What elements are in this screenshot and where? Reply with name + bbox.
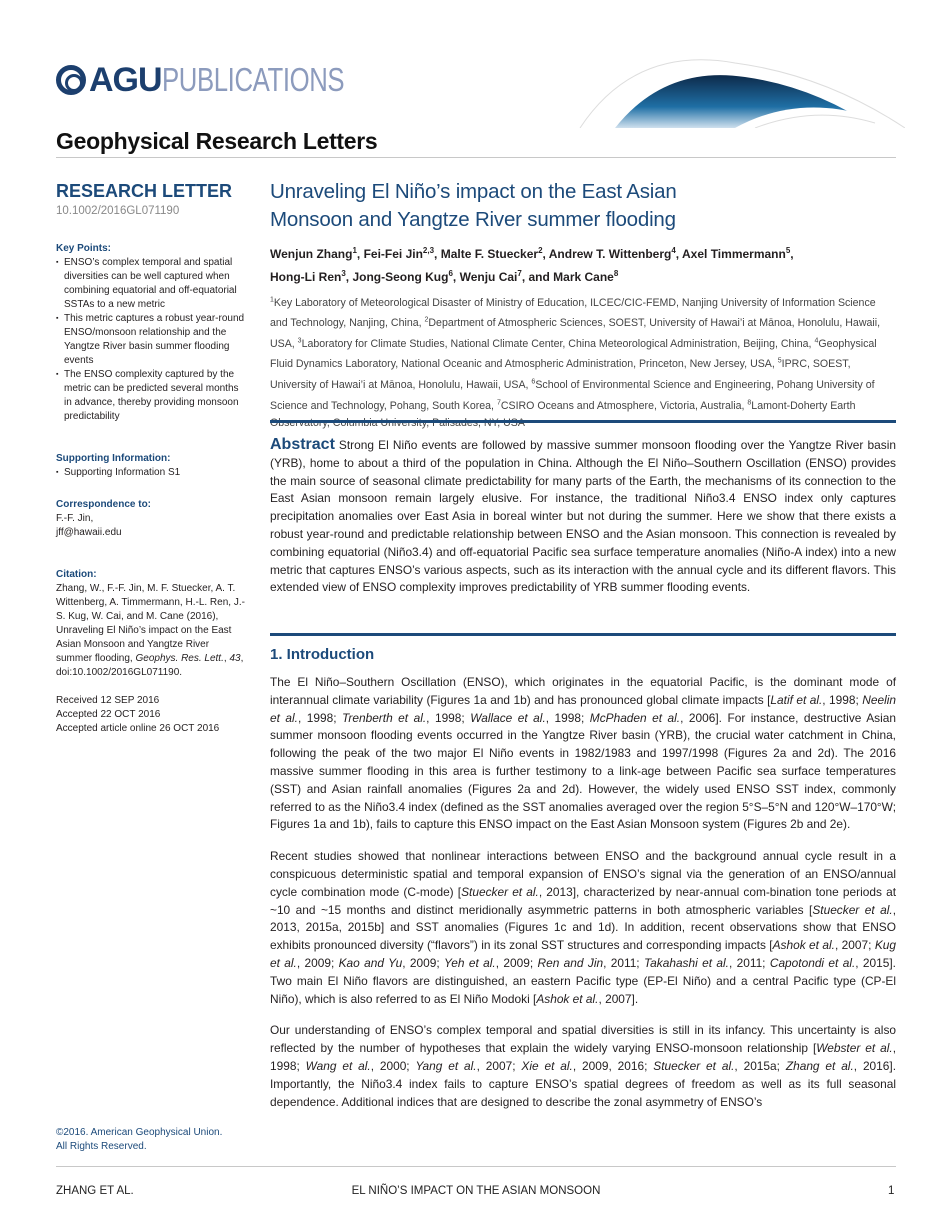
correspondence-name: F.-F. Jin, [56, 513, 94, 524]
article-type: RESEARCH LETTER [56, 181, 233, 201]
citation-ref: Wang et al. [305, 1058, 371, 1073]
copyright-line: ©2016. American Geophysical Union. [56, 1127, 223, 1138]
affiliation-mark: 6 [531, 378, 536, 386]
text-run: , 2016]. Importantly, the Niño3.4 index fails to capture ENSO’s spatial degrees of freedom as well as its full seasonal dependence. Additional indices that are designed to describe the zonal asymmetry of ENSO’s [270, 1058, 896, 1109]
affiliation-mark: 8 [747, 399, 752, 407]
supporting-info-heading: Supporting Information: [56, 453, 171, 464]
citation-ref: Stuecker et al. [812, 902, 893, 917]
text-run: , 2011; [728, 955, 770, 970]
text-run: Our understanding of ENSO’s complex temporal and spatial diversities is still in its infancy. This uncertainty is also reflected by the number of hypotheses that explain the widely varying ENSO-monsoon relationship [ [270, 1023, 896, 1056]
citation-ref: Capotondi et al. [769, 955, 856, 970]
agu-publications-logo [56, 60, 395, 100]
text-run: , 2013], characterized by near-annual com-bination tone periods at ~10 and ~15 months and distinct meridionally asymmetric patterns in both atmospheric variables [ [270, 884, 896, 917]
author: Axel Timmermann$^5$ [682, 246, 791, 261]
citation-ref: Xie et al. [521, 1058, 573, 1073]
footer-divider [56, 1166, 896, 1167]
citation-ref: Zhang et al. [785, 1058, 854, 1073]
citation-ref: Takahashi et al. [643, 955, 729, 970]
affiliation: $^3$Laboratory for Climate Studies, National Climate Center, China Meteorological Administration, Beijing, China, [297, 337, 815, 350]
text-run: , 2009; [402, 955, 445, 970]
received-date: Received 12 SEP 2016 [56, 695, 160, 706]
author: Malte F. Stuecker$^2$ [440, 246, 543, 261]
introduction-body [270, 674, 896, 1125]
text-run: , 2006]. For instance, destructive Asian summer monsoon flooding events occurred in the Yangtze River basin (YRB), the crucial water catchment in China, following the peak of the two major El Niño events in 1982/1983 and 1997/1998 (Figures 2a and 2d). The 2016 massive summer flooding in this area is further testimony to a link-age between Pacific sea surface temperatures (SST) and Asian rainfall anomalies (Figures 2a and 2d). However, the widely used ENSO SST index, commonly referred to as the Niño3.4 index (defined as the SST anomalies averaged over the region 5°S–5°N and 120°W–170°W; Figures 1a and 1b), fails to capture this ENSO impact on the East Asian Monsoon system (Figures 2b and 2e). [270, 710, 896, 832]
doi[interactable]: 10.1002/2016GL071190 [56, 205, 180, 217]
text-run: , 1998; [297, 710, 343, 725]
sidebar [56, 180, 246, 736]
citation-heading: Citation: [56, 569, 97, 580]
text-run: The El Niño–Southern Oscillation (ENSO), which originates in the equatorial Pacific, is the dominant mode of interannual climate variability (Figures 1a and 1b) and has pronounced global climate impacts [ [270, 675, 896, 707]
author: Fei-Fei Jin$^{2,3}$ [363, 246, 435, 261]
section-heading-introduction: 1. Introduction [270, 646, 375, 663]
title-line: Monsoon and Yangtze River summer flooding [270, 208, 676, 231]
citation-ref: Stuecker et al. [653, 1058, 735, 1073]
citation-ref: Neelin et al. [270, 692, 896, 725]
text-run: , 2009; [495, 955, 538, 970]
citation-ref: Webster et al. [816, 1041, 893, 1056]
affiliation: $^2$Department of Atmospheric Sciences, SOEST, University of Hawai’i at Mānoa, Honolulu, Hawaii, USA, [270, 316, 881, 350]
text-run: , 2007]. [598, 991, 639, 1006]
text-run: , doi:10.1002/2016GL071190. [56, 653, 244, 678]
affiliation-mark: 3 [297, 337, 302, 345]
journal-title: Geophysical Research Letters [56, 128, 378, 154]
citation-ref: Yang et al. [415, 1058, 477, 1073]
citation-ref: Ren and Jin [537, 955, 604, 970]
text-run: , [223, 653, 230, 664]
supporting-info-link[interactable]: ▪ Supporting Information S1 [56, 466, 246, 480]
author: Hong-Li Ren$^3$ [270, 269, 346, 284]
author-affiliation-mark: 4 [671, 246, 676, 255]
text-run: , 1998; [822, 692, 863, 707]
affiliation: $^8$Lamont-Doherty Earth [747, 399, 856, 412]
abstract-heading: Abstract [270, 436, 335, 453]
text-run: , 2015a; [734, 1058, 786, 1073]
correspondence-email[interactable]: jff@hawaii.edu [56, 527, 122, 538]
author: Wenju Cai$^7$ [459, 269, 522, 284]
author-affiliation-mark: 3 [341, 269, 346, 278]
key-points-heading: Key Points: [56, 243, 112, 254]
copyright [56, 1126, 222, 1154]
earth-horizon-graphic [575, 55, 905, 128]
author: Wenjun Zhang$^1$ [270, 246, 357, 261]
citation-ref: Trenberth et al. [342, 710, 427, 725]
abstract-divider-top [270, 420, 896, 423]
citation-ref: Ashok et al. [772, 938, 835, 953]
key-points-list [56, 256, 246, 424]
text-run: , 2013, 2015a, 2015b] and SST anomalies (Figures 1c and 1d). In addition, recent observations show that ENSO exhibits pronounced diversity (“flavors”) in its zonal SST structures and corresponding impacts [ [270, 902, 896, 953]
online-date: Accepted article online 26 OCT 2016 [56, 723, 220, 734]
page-number: 1 [888, 1185, 895, 1197]
affiliation-mark: 5 [777, 357, 782, 365]
affiliation: $^1$Key Laboratory of Meteorological Disaster of Ministry of Education, ILCEC/CIC-FEMD, Nanjing University of Information Science and Technology, Nanjing, China, [270, 296, 876, 330]
footer-running-title: EL NIÑO’S IMPACT ON THE ASIAN MONSOON [351, 1185, 601, 1197]
author-affiliation-mark: 1 [352, 246, 357, 255]
author-list: Wenjun Zhang$^1$, Fei-Fei Jin$^{2,3}$, Malte F. Stuecker$^2$, Andrew T. Wittenberg$^4$, Axel Timmermann$^5$, Hong-Li Ren$^3$, Jong-Seong Kug$^6$, Wenju Cai$^7$, and Mark Cane$^8$ [270, 246, 794, 284]
text-run: , 2009; [296, 955, 339, 970]
text-run: , 2015]. Two main El Niño flavors are distinguished, an eastern Pacific type (EP-El Niño) and a central Pacific type (CP-El Niño), which is also referred to as El Niño Modoki [ [270, 955, 896, 1006]
agu-logo-icon [56, 65, 86, 95]
header-divider [56, 157, 896, 158]
affiliation-mark: 7 [496, 399, 501, 407]
footer-authors: ZHANG ET AL. [56, 1185, 134, 1197]
paragraph [270, 1022, 896, 1111]
text-run: , 1998; [545, 710, 590, 725]
affiliation: $^7$CSIRO Oceans and Atmosphere, Victoria, Australia, [496, 399, 748, 412]
paragraph [270, 848, 896, 1008]
affiliation: $^5$IPRC, SOEST, University of Hawai’i at Mānoa, Honolulu, Hawaii, USA, [270, 357, 851, 392]
text-run: , 2007; [834, 938, 875, 953]
citation-ref: Ashok et al. [536, 991, 599, 1006]
correspondence-heading: Correspondence to: [56, 499, 152, 510]
affiliation-mark: 2 [424, 316, 429, 324]
citation-ref: Wallace et al. [470, 710, 546, 725]
author: Andrew T. Wittenberg$^4$ [548, 246, 676, 261]
affiliation: $^4$Geophysical Fluid Dynamics Laboratory, National Oceanic and Atmospheric Administration, Princeton, New Jersey, USA, [270, 337, 877, 371]
abstract [270, 436, 896, 597]
author-affiliation-mark: 7 [517, 269, 522, 278]
author-affiliation-mark: 6 [448, 269, 453, 278]
key-point: ▪ This metric captures a robust year-round ENSO/monsoon relationship and the Yangtze River basin summer flooding events [56, 312, 246, 368]
citation-ref: Stuecker et al. [461, 884, 539, 899]
text-run: , 2000; [370, 1058, 416, 1073]
text-run: , 1998; [426, 710, 471, 725]
affiliations [270, 291, 896, 432]
article-title [270, 178, 896, 234]
key-point: ▪ ENSO’s complex temporal and spatial diversities can be well captured when combining equatorial and off-equatorial SSTAs to a new metric [56, 256, 246, 312]
citation-ref: 43 [229, 653, 241, 664]
text-run: , 2009, 2016; [572, 1058, 654, 1073]
citation-ref: Geophys. Res. Lett. [135, 653, 224, 664]
citation-text [56, 582, 246, 680]
text-run: Zhang, W., F.-F. Jin, M. F. Stuecker, A. T. Wittenberg, A. Timmermann, H.-L. Ren, J.-S. Kug, W. Cai, and M. Cane (2016), Unraveling El Niño’s impact on the East Asian Monsoon and Yangtze River summer flooding, [56, 583, 245, 664]
text-run: Recent studies showed that nonlinear interactions between ENSO and the background annual cycle result in a conspicuous deterministic spatial and temporal expansion of ENSO’s signal via the generation of an ENSO/annual cycle combination mode (C-mode) [ [270, 849, 896, 899]
author: Jong-Seong Kug$^6$ [352, 269, 453, 284]
author-affiliation-mark: 5 [785, 246, 791, 255]
title-line: Unraveling El Niño’s impact on the East Asian [270, 180, 677, 203]
text-run: , 1998; [270, 1041, 897, 1073]
abstract-divider-bottom [270, 633, 896, 636]
citation-ref: McPhaden et al. [589, 710, 681, 725]
logo-agu-text: AGU [89, 61, 162, 99]
paragraph [270, 674, 896, 834]
citation-ref: Kao and Yu [338, 955, 403, 970]
author-affiliation-mark: 2 [538, 246, 543, 255]
text-run: , 2007; [476, 1058, 522, 1073]
affiliation-mark: 4 [814, 337, 819, 345]
citation-ref: Kug et al. [270, 938, 896, 970]
citation-ref: Latif et al. [770, 692, 823, 707]
author-affiliation-mark: 2,3 [422, 246, 435, 255]
copyright-line: All Rights Reserved. [56, 1141, 147, 1152]
accepted-date: Accepted 22 OCT 2016 [56, 709, 161, 720]
author-affiliation-mark: 8 [613, 269, 619, 278]
affiliation: $^6$School of Environmental Science and Engineering, Pohang University of Science and Technology, Pohang, South Korea, [270, 378, 875, 412]
text-run: , 2011; [603, 955, 644, 970]
citation-ref: Yeh et al. [444, 955, 496, 970]
affiliation-mark: 1 [270, 296, 274, 303]
key-point: ▪ The ENSO complexity captured by the metric can be predicted several months in advance, thereby providing monsoon predictability [56, 368, 246, 424]
logo-publications-text: PUBLICATIONS [161, 61, 344, 98]
author: and Mark Cane$^8$ [528, 269, 619, 284]
abstract-text: Strong El Niño events are followed by massive summer monsoon flooding over the Yangtze River basin (YRB), home to about a third of the population in China. Although the El Niño–Southern Oscillation (ENSO) provides the main source of seasonal climate predictability for many parts of the Earth, the mechanisms of its connection to the East Asian monsoon remain largely elusive. For instance, the traditional Niño3.4 ENSO index only captures precipitation anomalies over East Asia in boreal winter but not during the summer. Here we show that there exists a robust year-round and predictable relationship between ENSO and the Asian monsoon. This connection is revealed by combining equatorial (Niño3.4) and off-equatorial Pacific sea surface temperature anomalies (Niño-A index) into a new metric that captures ENSO’s various aspects, such as its interaction with the annual cycle and its different flavors. This extended view of ENSO complexity improves predictability of YRB summer flooding events. [270, 438, 896, 595]
